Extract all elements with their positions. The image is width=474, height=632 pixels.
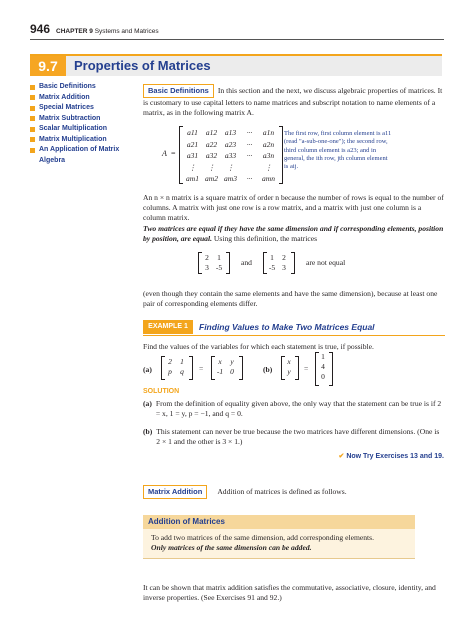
matrix-A-display: [143, 124, 445, 186]
comparison-left-matrix: 2 1 3 -5: [205, 253, 223, 272]
equals-sign: =: [304, 364, 309, 373]
closing-paragraph: It can be shown that matrix addition satisfies the commutative, associative, closure, identity, and inverse properties. (See Exercises 91 and 92.): [143, 583, 436, 602]
bullet-square-icon: [30, 137, 35, 142]
matrix-A-grid: a11 a12 a13 ··· a1n a21 a22 a23 ··· a2n a31 a32 a33 ··· a3n ⋮ ⋮ ⋮ ⋮ am1 am2 am3 ··· amn: [186, 128, 275, 183]
bullet-square-icon: [30, 85, 35, 90]
bullet-square-icon: [30, 148, 35, 153]
right-bracket: [189, 356, 193, 380]
example-header: [143, 320, 445, 334]
objective-item: An Application of Matrix Algebra: [30, 145, 122, 166]
example-rule: [143, 335, 445, 336]
objective-item: Matrix Multiplication: [30, 135, 122, 146]
objectives-list: [30, 82, 122, 166]
comparison-right-matrix: 1 2 -5 3: [268, 253, 286, 272]
example-intro: Find the values of the variables for which each statement is true, if possible.: [143, 342, 374, 351]
solution-label: SOLUTION: [143, 388, 180, 395]
example-label: EXAMPLE 1: [143, 320, 193, 334]
bullet-square-icon: [30, 127, 35, 132]
basic-definitions-tag: Basic Definitions: [143, 84, 214, 98]
objective-item: Matrix Addition: [30, 93, 122, 104]
checkmark-icon: ✔: [338, 453, 345, 460]
objective-item: Matrix Subtraction: [30, 114, 122, 125]
example-parts: [143, 352, 445, 388]
basic-definitions-paragraph: Basic Definitions In this section and the next, we discuss algebraic properties of matrices. It is customary to use capital letters to name matrices and subscript notation to name elements of a matrix, as in the following matrix A.: [143, 86, 443, 117]
bullet-square-icon: [30, 116, 35, 121]
objective-item: Scalar Multiplication: [30, 124, 122, 135]
chapter-title: CHAPTER 9 Systems and Matrices: [56, 28, 159, 35]
part-b-right-matrix: 1 4 0: [321, 352, 325, 381]
comparison-note: (even though they contain the same elements and have the same dimension), because at least one pair of corresponding elements differ.: [143, 289, 438, 308]
try-exercises-link[interactable]: ✔ Now Try Exercises 13 and 19.: [338, 453, 444, 460]
example-title: Finding Values to Make Two Matrices Equal: [199, 322, 375, 332]
right-bracket: [291, 252, 295, 274]
right-bracket: [295, 356, 299, 380]
bullet-square-icon: [30, 106, 35, 111]
objective-item: Special Matrices: [30, 103, 122, 114]
definition-box-body: To add two matrices of the same dimension, add corresponding elements. Only matrices of the same dimension can be added.: [151, 533, 375, 552]
objective-item: Basic Definitions: [30, 82, 122, 93]
part-a-right-matrix: x y -1 0: [216, 357, 234, 376]
section-title: Properties of Matrices: [74, 58, 211, 73]
square-matrix-paragraph: An n × n matrix is a square matrix of order n because the number of rows is equal to the number of columns. A matrix with just one row is a row matrix, and a matrix with just one column is a column matrix.: [143, 193, 444, 222]
right-bracket: [329, 352, 333, 386]
right-bracket: [279, 126, 283, 184]
header-rule: [30, 39, 444, 40]
solution-a: (a) From the definition of equality given above, the only way that the statement can be true is if 2 = x, 1 = y, p = −1, and q = 0.: [143, 399, 442, 418]
page-number: 946: [30, 22, 51, 36]
matrix-addition-paragraph: Matrix Addition Addition of matrices is defined as follows.: [143, 485, 445, 499]
definition-box-title: Addition of Matrices: [143, 515, 415, 529]
and-word: and: [241, 258, 252, 267]
matrix-addition-tag: Matrix Addition: [143, 485, 207, 499]
section-header: [30, 54, 442, 76]
not-equal-text: are not equal: [306, 258, 346, 267]
matrix-name: A: [162, 149, 167, 158]
part-a-left-matrix: 2 1 p q: [168, 357, 184, 376]
solution-b: (b) This statement can never be true because the two matrices have different dimensions. (One is 2 × 1 and the other is 3 × 1.): [143, 427, 440, 446]
right-bracket: [226, 252, 230, 274]
comparison-matrices: [143, 252, 445, 278]
matrix-side-note: The first row, first column element is a11 (read "a-sub-one-one"); the second row, third column element is a23; and in general, the ith row, jth column element is aij.: [284, 130, 392, 171]
part-b-label: (b): [263, 365, 273, 374]
equals-sign: =: [171, 149, 176, 158]
running-head: [30, 22, 159, 36]
equality-paragraph: Two matrices are equal if they have the same dimension and if corresponding elements, position by position, are equal. Using this definition, the matrices: [143, 224, 444, 243]
part-a-label: (a): [143, 365, 152, 374]
part-b-left-matrix: x y: [287, 357, 291, 376]
right-bracket: [239, 356, 243, 380]
equals-sign: =: [199, 364, 204, 373]
section-number: 9.7: [30, 56, 66, 76]
bullet-square-icon: [30, 95, 35, 100]
